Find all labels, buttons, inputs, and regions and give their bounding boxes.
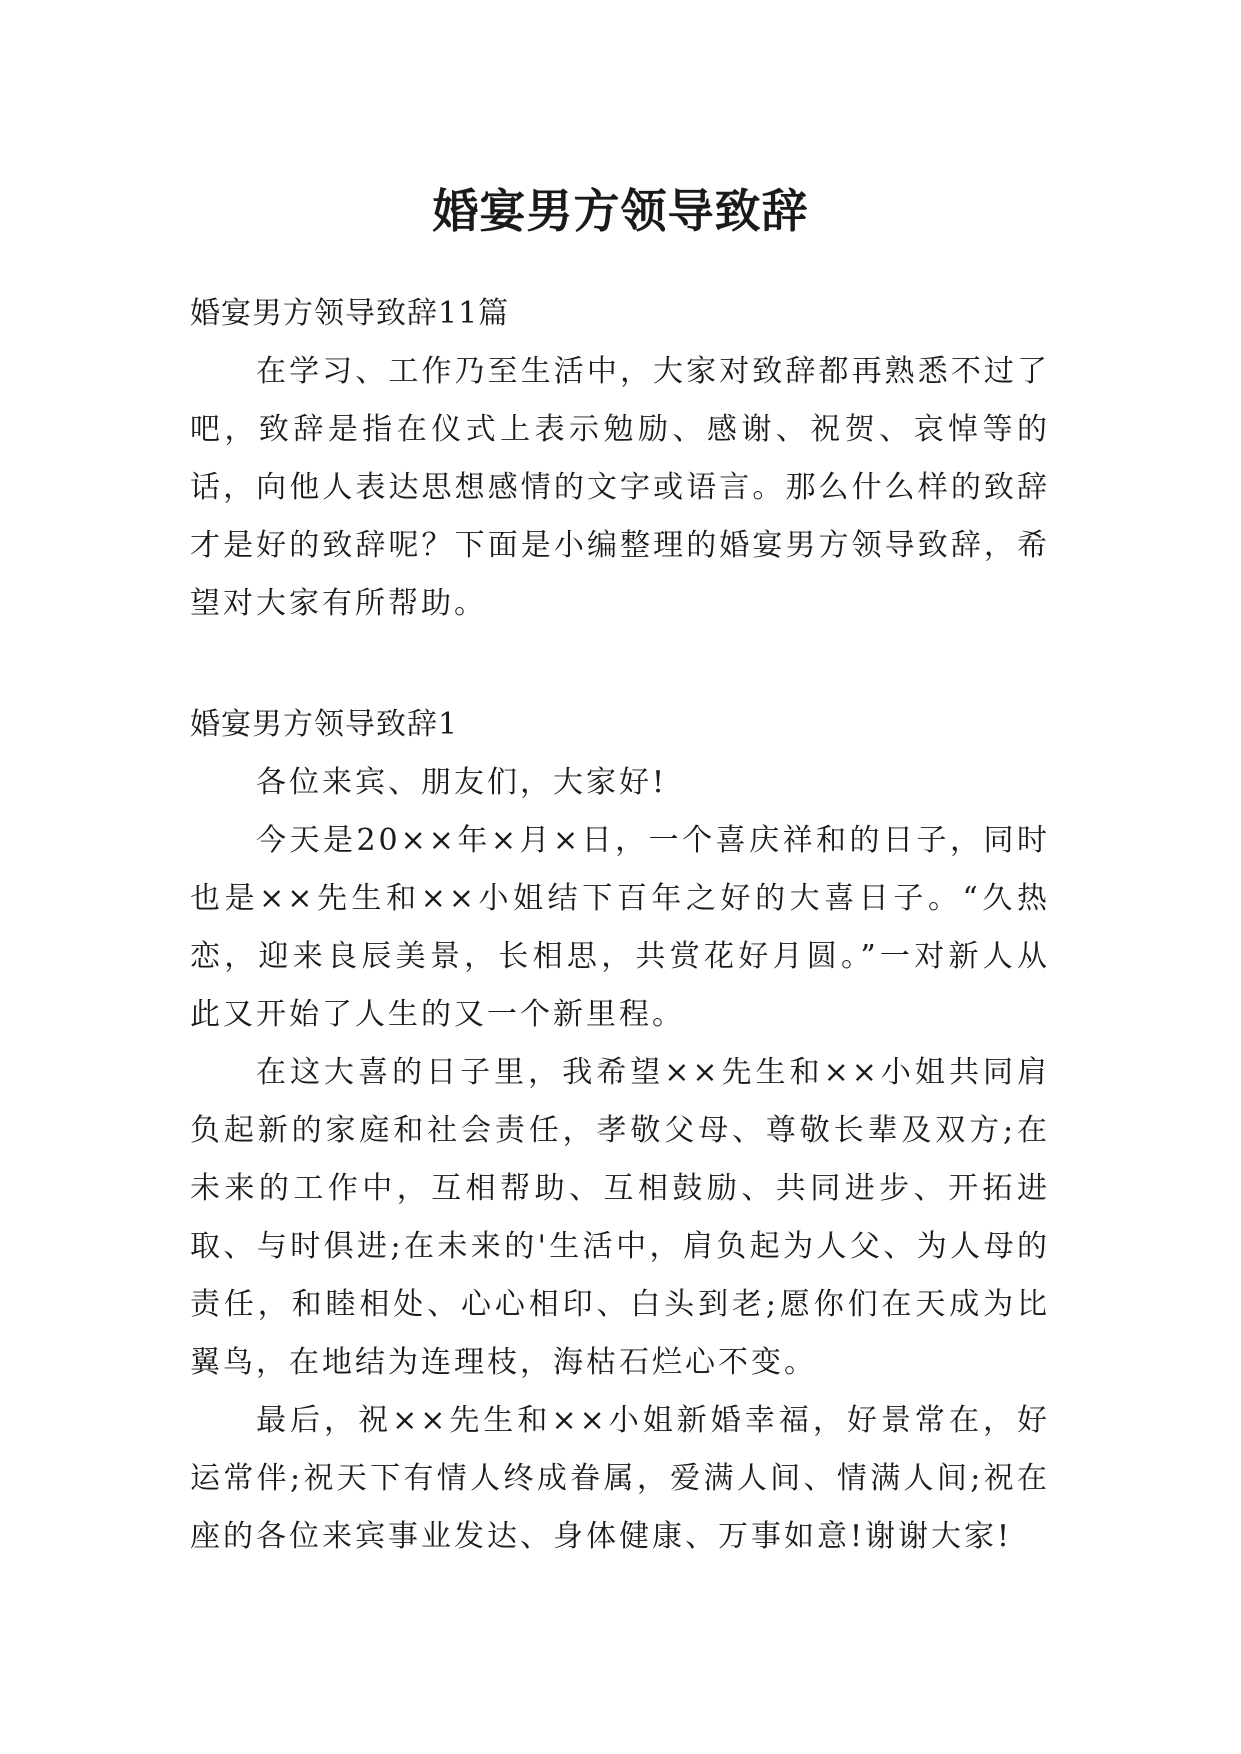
section-spacer [190,633,1050,696]
document-body [190,285,1050,1566]
document-title: 婚宴男方领导致辞 [432,183,809,238]
body-paragraph: 最后，祝××先生和××小姐新婚幸福，好景常在，好运常伴;祝天下有情人终成眷属，爱满人间、情满人间;祝在座的各位来宾事业发达、身体健康、万事如意!谢谢大家! [190,1403,1050,1554]
body-paragraph: 在这大喜的日子里，我希望××先生和××小姐共同肩负起新的家庭和社会责任，孝敬父母、尊敬长辈及双方;在未来的工作中，互相帮助、互相鼓励、共同进步、开拓进取、与时俱进;在未来的'生活中，肩负起为人父、为人母的责任，和睦相处、心心相印、白头到老;愿你们在天成为比翼鸟，在地结为连理枝，海枯石烂心不变。 [190,1055,1050,1380]
body-paragraph: 各位来宾、朋友们，大家好! [256,765,668,800]
section-heading: 婚宴男方领导致辞1 [190,707,459,742]
body-paragraph: 今天是20××年×月×日，一个喜庆祥和的日子，同时也是××先生和××小姐结下百年之好的大喜日子。“久热恋，迎来良辰美景，长相思，共赏花好月圆。”一对新人从此又开始了人生的又一个新里程。 [190,823,1050,1032]
intro-paragraph: 在学习、工作乃至生活中，大家对致辞都再熟悉不过了吧，致辞是指在仪式上表示勉励、感谢、祝贺、哀悼等的话，向他人表达思想感情的文字或语言。那么什么样的致辞才是好的致辞呢？下面是小编整理的婚宴男方领导致辞，希望对大家有所帮助。 [190,354,1050,621]
intro-heading: 婚宴男方领导致辞11篇 [190,296,510,331]
